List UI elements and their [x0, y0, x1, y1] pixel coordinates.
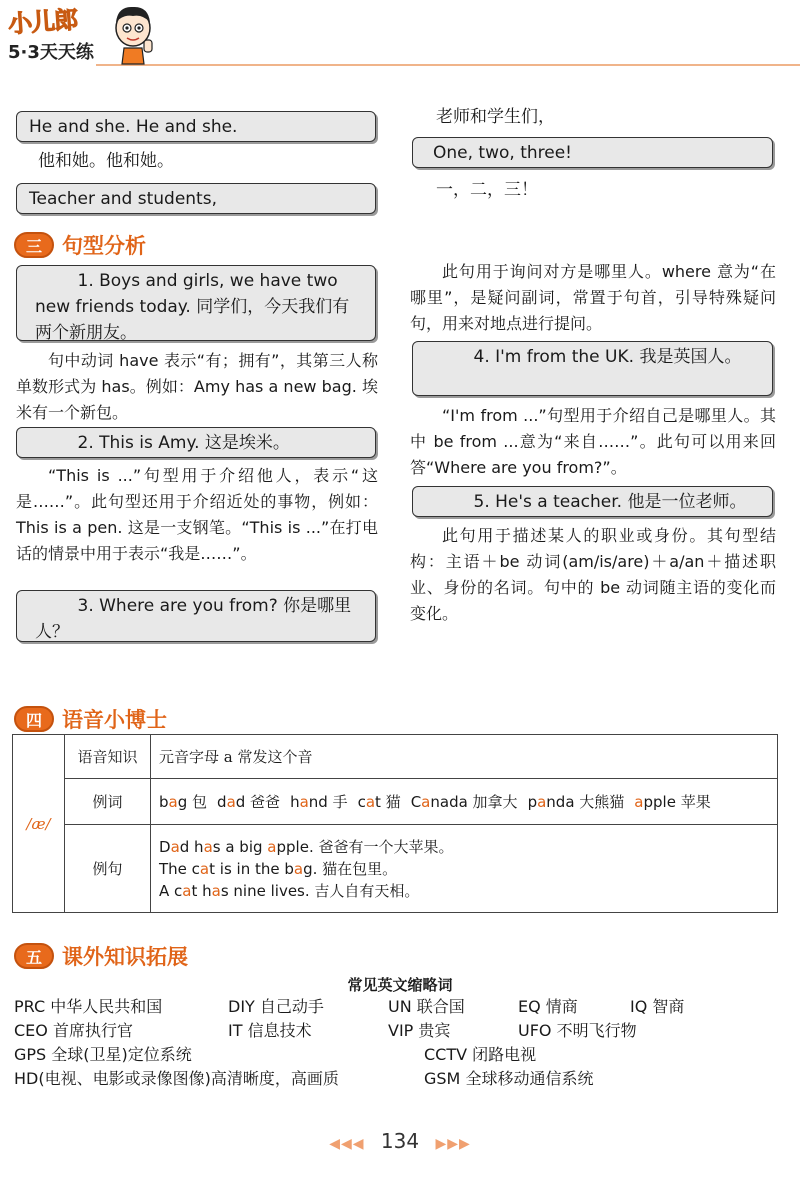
row-label: 例句 — [65, 825, 151, 913]
brand-logo — [8, 2, 158, 66]
section-number-badge: 三 — [14, 232, 54, 258]
page-number: 134 — [380, 1129, 420, 1153]
section-title: 语音小博士 — [62, 708, 167, 732]
phonics-rule: 元音字母 a 常发这个音 — [151, 735, 778, 779]
sentence-box-5: 5. He's a teacher. 他是一位老师。 — [412, 486, 773, 517]
section-heading-sentence-analysis — [14, 230, 146, 260]
abbreviation-item: VIP 贵宾 — [388, 1021, 451, 1040]
highlighted-vowel: a — [199, 859, 210, 878]
highlighted-vowel: a — [203, 837, 213, 856]
previous-arrows-icon: ◀◀◀ — [329, 1136, 365, 1152]
example-word: bag 包 — [159, 793, 208, 811]
example-word: Canada 加拿大 — [410, 793, 518, 811]
row-label: 例词 — [65, 779, 151, 825]
brand-subtitle: 5·3天天练 — [8, 42, 94, 63]
sentence-analysis-4: “I'm from ...”句型用于介绍自己是哪里人。其中 be from ...意为“来自……”。此句可以用来回答“Where are you from?”。 — [410, 406, 776, 477]
mascot-icon — [108, 4, 158, 66]
abbreviation-item: GPS 全球(卫星)定位系统 — [14, 1045, 192, 1064]
abbreviation-item: CEO 首席执行官 — [14, 1021, 133, 1040]
highlighted-vowel: a — [537, 793, 547, 811]
example-word: cat 猫 — [357, 793, 401, 811]
highlighted-vowel: a — [299, 793, 309, 811]
example-sentence: A cat has nine lives. 吉人自有天相。 — [159, 881, 420, 900]
dialogue-line-box: He and she. He and she. — [16, 111, 376, 142]
abbreviation-item: GSM 全球移动通信系统 — [424, 1069, 594, 1088]
abbreviation-item: UFO 不明飞行物 — [518, 1021, 637, 1040]
phonics-table — [12, 734, 778, 913]
next-arrows-icon: ▶▶▶ — [435, 1136, 471, 1152]
abbreviation-item: EQ 情商 — [518, 997, 578, 1016]
example-word: hand 手 — [290, 793, 348, 811]
abbreviation-item: UN 联合国 — [388, 997, 465, 1016]
highlighted-vowel: a — [421, 793, 431, 811]
sentence-analysis-1: 句中动词 have 表示“有；拥有”，其第三人称单数形式为 has。例如：Amy has a new bag. 埃米有一个新包。 — [16, 351, 378, 422]
example-sentence: Dad has a big apple. 爸爸有一个大苹果。 — [159, 837, 454, 856]
highlighted-vowel: a — [182, 881, 192, 900]
abbreviation-item: DIY 自己动手 — [228, 997, 324, 1016]
sentence-box-1: 1. Boys and girls, we have two new friends today. 同学们，今天我们有两个新朋友。 — [16, 265, 376, 341]
abbreviation-item: HD(电视、电影或录像图像)高清晰度，高画质 — [14, 1069, 339, 1088]
dialogue-translation: 老师和学生们， — [436, 107, 555, 127]
highlighted-vowel: a — [170, 837, 180, 856]
sentence-analysis-2: “This is ...”句型用于介绍他人，表示“这是……”。此句型还用于介绍近处的事物，例如：This is a pen. 这是一支钢笔。“This is ...”在打电话的情景中用于表示“我是……”。 — [16, 466, 378, 563]
dialogue-translation: 他和她。他和她。 — [38, 151, 174, 171]
abbreviation-item: PRC 中华人民共和国 — [14, 997, 163, 1016]
phonetic-symbol: /æ/ — [13, 735, 65, 913]
example-word: dad 爸爸 — [217, 793, 281, 811]
highlighted-vowel: a — [634, 793, 644, 811]
page-header — [0, 0, 800, 70]
sentence-analysis-5: 此句用于描述某人的职业或身份。其句型结构：主语＋be 动词(am/is/are)＋a/an＋描述职业、身份的名词。句中的 be 动词随主语的变化而变化。 — [410, 526, 776, 623]
header-band — [96, 8, 800, 66]
section-title: 课外知识拓展 — [62, 945, 188, 969]
section-number-badge: 四 — [14, 706, 54, 732]
dialogue-translation: 一，二，三！ — [436, 180, 538, 200]
example-sentences — [151, 825, 778, 913]
sentence-box-4: 4. I'm from the UK. 我是英国人。 — [412, 341, 773, 396]
section-heading-phonics — [14, 704, 167, 734]
section-number-badge: 五 — [14, 943, 54, 969]
page-footer — [0, 1129, 800, 1153]
dialogue-line-box: One, two, three! — [412, 137, 773, 168]
highlighted-vowel: a — [211, 881, 221, 900]
abbreviation-item: IQ 智商 — [630, 997, 685, 1016]
section-title: 句型分析 — [62, 234, 146, 258]
example-word: panda 大熊猫 — [527, 793, 625, 811]
section-heading-extension — [14, 941, 188, 971]
example-words — [151, 779, 778, 825]
abbreviation-item: CCTV 闭路电视 — [424, 1045, 537, 1064]
sentence-analysis-3: 此句用于询问对方是哪里人。where 意为“在哪里”，是疑问副词，常置于句首，引导特殊疑问句，用来对地点进行提问。 — [410, 262, 776, 333]
brand-name: 小儿郎 — [7, 5, 79, 39]
highlighted-vowel: a — [267, 837, 277, 856]
sentence-box-2: 2. This is Amy. 这是埃米。 — [16, 427, 376, 458]
abbreviation-list-title: 常见英文缩略词 — [347, 976, 453, 994]
example-word: apple 苹果 — [634, 793, 711, 811]
highlighted-vowel: a — [365, 793, 376, 811]
dialogue-line-box: Teacher and students, — [16, 183, 376, 214]
sentence-box-3: 3. Where are you from? 你是哪里人？ — [16, 590, 376, 642]
abbreviation-item: IT 信息技术 — [228, 1021, 312, 1040]
row-label: 语音知识 — [65, 735, 151, 779]
highlighted-vowel: a — [226, 793, 236, 811]
highlighted-vowel: a — [168, 793, 178, 811]
example-sentence: The cat is in the bag. 猫在包里。 — [159, 859, 398, 878]
highlighted-vowel: a — [293, 859, 304, 878]
